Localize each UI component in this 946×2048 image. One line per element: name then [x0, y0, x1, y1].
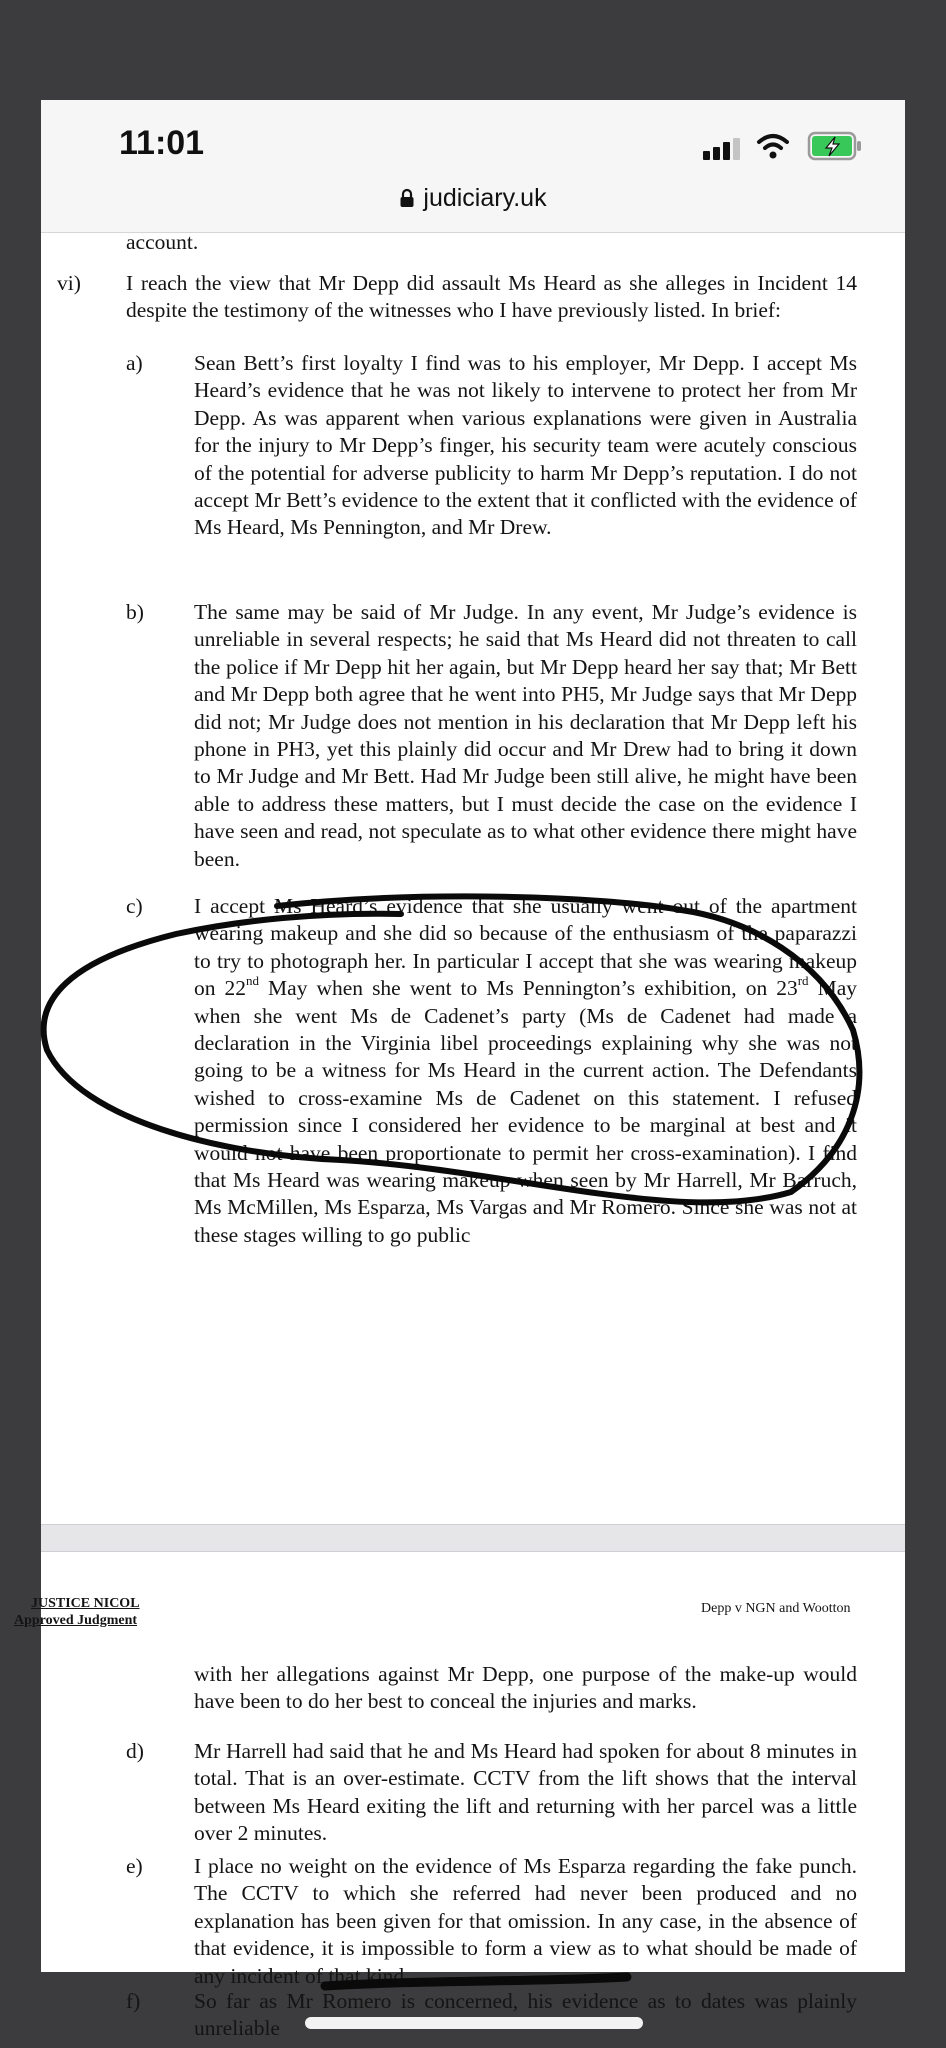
home-indicator[interactable]	[305, 2017, 643, 2029]
paragraph-text: I reach the view that Mr Depp did assault Ms Heard as she alleges in Incident 14 despite the testimony of the witnesses who I have previously listed. In brief:	[126, 271, 857, 323]
subparagraph-f	[126, 1988, 857, 2043]
header-judgment: Approved Judgment	[14, 1613, 138, 1628]
paragraph-label: a)	[126, 351, 143, 375]
paragraph-text: So far as Mr Romero is concerned, his evidence as to dates was plainly unreliable	[194, 1989, 857, 2041]
paragraph-label: e)	[126, 1854, 143, 1878]
hand-drawn-circle	[44, 896, 860, 1202]
header-judge: JUSTICE NICOL	[31, 1596, 140, 1611]
paragraph-text: with her allegations against Mr Depp, one purpose of the make-up would have been to do her best to conceal the injuries and marks.	[194, 1662, 857, 1714]
paragraph-label: c)	[126, 894, 143, 918]
paragraph-text: I accept Ms Heard’s evidence that she usually went out of the apartment wearing makeup and she did so because of the enthusiasm of the paparazzi to try to photograph her. In particular I accept that she was wearing makeup on 22nd May when she went to Ms Pennington’s exhibition, on 23rd May when she went Ms de Cadenet’s party (Ms de Cadenet had made a declaration in the Virginia libel proceedings explaining why she was not going to be a witness for Ms Heard in the current action. The Defendants wished to cross-examine Ms de Cadenet on this statement. I refused permission since I considered her evidence to be marginal at best and it would not have been proportionate to permit her cross-examination). I find that Ms Heard was wearing makeup when seen by Mr Harrell, Mr Barruch, Ms McMillen, Ms Esparza, Ms Vargas and Mr Romero. Since she was not at these stages willing to go public	[194, 894, 857, 1247]
paragraph-label: d)	[126, 1739, 144, 1763]
hand-drawn-annotation	[41, 100, 905, 1972]
running-header-right: Depp v NGN and Wootton	[701, 1601, 851, 1616]
url-text: judiciary.uk	[423, 184, 547, 212]
paragraph-label: b)	[126, 600, 144, 624]
text-fragment: account.	[126, 230, 199, 254]
paragraph-label: f)	[126, 1989, 141, 2013]
paragraph-text: Sean Bett’s first loyalty I find was to his employer, Mr Depp. I accept Ms Heard’s evidence that he was not likely to intervene to protect her from Mr Depp. As was apparent when various explanations were given in Australia for the injury to Mr Depp’s finger, his security team were acutely conscious of the potential for adverse publicity to harm Mr Depp’s reputation. I do not accept Mr Bett’s evidence to the extent that it conflicted with the evidence of Ms Heard, Ms Pennington, and Mr Drew.	[194, 351, 857, 540]
status-time: 11:01	[119, 124, 205, 162]
paragraph-text: Mr Harrell had said that he and Ms Heard had spoken for about 8 minutes in total. That is an over-estimate. CCTV from the lift shows that the interval between Ms Heard exiting the lift and returning with her parcel was a little over 2 minutes.	[194, 1739, 857, 1846]
paragraph-text: I place no weight on the evidence of Ms Esparza regarding the fake punch. The CCTV to which she referred had never been produced and no explanation has been given for that omission. In any case, in the absence of that evidence, it is impossible to form a view as to what should be made of any incident of that kind.	[194, 1854, 857, 1988]
paragraph-text: The same may be said of Mr Judge. In any event, Mr Judge’s evidence is unreliable in several respects; he said that Ms Heard did not threaten to call the police if Mr Depp hit her again, but Mr Depp heard her say that; Mr Bett and Mr Depp both agree that he went into PH5, Mr Judge says that Mr Depp did not; Mr Judge does not mention in his declaration that Mr Depp left his phone in PH3, yet this plainly did occur and Mr Drew had to bring it down to Mr Judge and Mr Bett. Had Mr Judge been still alive, he might have been able to address these matters, but I must decide the case on the evidence I have seen and read, not speculate as to what other evidence there might have been.	[194, 600, 857, 871]
paragraph-label: vi)	[57, 271, 81, 295]
phone-screen	[14, 100, 905, 2041]
